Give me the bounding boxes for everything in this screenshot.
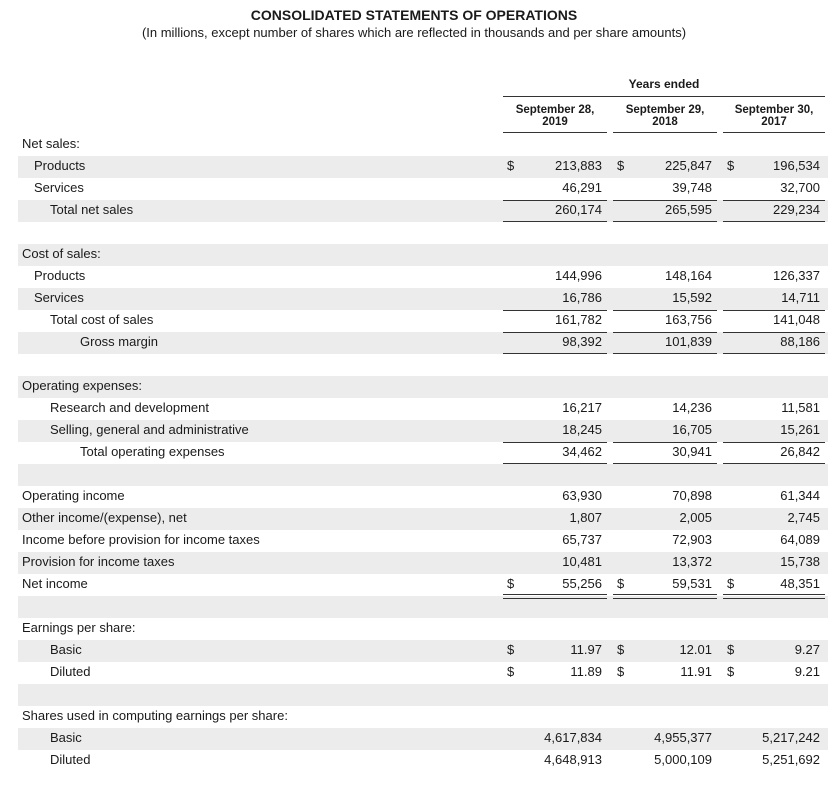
cell-value: 9.27 [794,642,820,657]
cell-value: 11,581 [781,400,820,415]
row-label: Other income/(expense), net [22,510,187,525]
row-label: Services [34,290,84,305]
table-row [0,178,828,198]
subtotal-rule [723,332,825,333]
subtotal-rule [613,442,717,443]
row-label: Shares used in computing earnings per share: [22,708,288,723]
cell-value: 161,782 [555,312,602,327]
total-rule [503,463,607,464]
table-row [0,288,828,308]
table-row [0,156,828,176]
cell-value: 9.21 [794,664,820,679]
table-row [0,266,828,286]
table-row [0,728,828,748]
cell-value: 148,164 [665,268,712,283]
cell-value: 4,648,913 [544,752,602,767]
row-label: Selling, general and administrative [50,422,249,437]
cell-value: 2,005 [679,510,712,525]
subtotal-rule [723,442,825,443]
row-label: Total operating expenses [80,444,225,459]
row-label: Income before provision for income taxes [22,532,260,547]
cell-value: 260,174 [555,202,602,217]
row-label: Basic [50,642,82,657]
cell-value: 48,351 [780,576,820,591]
row-label: Gross margin [80,334,159,349]
row-label: Provision for income taxes [22,554,175,569]
row-label: Services [34,180,84,195]
table-row [0,464,828,484]
table-row [0,552,828,572]
currency-symbol: $ [507,664,515,679]
subtotal-rule [723,200,825,201]
table-row [0,200,828,220]
cell-value: 229,234 [773,202,820,217]
double-rule [503,594,607,599]
cell-value: 18,245 [562,422,602,437]
cell-value: 225,847 [665,158,712,173]
table-row [0,618,828,638]
cell-value: 4,955,377 [654,730,712,745]
table-row [0,508,828,528]
cell-value: 30,941 [672,444,712,459]
cell-value: 32,700 [780,180,820,195]
currency-symbol: $ [727,158,735,173]
currency-symbol: $ [727,576,735,591]
cell-value: 144,996 [555,268,602,283]
row-label: Basic [50,730,82,745]
currency-symbol: $ [617,642,625,657]
row-label: Diluted [50,664,91,679]
cell-value: 14,711 [781,290,820,305]
cell-value: 5,217,242 [762,730,820,745]
cell-value: 11.97 [570,642,602,657]
cell-value: 16,786 [562,290,602,305]
table-row [0,596,828,616]
row-label: Total net sales [50,202,134,217]
cell-value: 26,842 [780,444,820,459]
total-rule [503,353,607,354]
cell-value: 98,392 [562,334,602,349]
table-row [0,662,828,682]
cell-value: 65,737 [562,532,602,547]
table-row [0,530,828,550]
cell-value: 59,531 [672,576,712,591]
cell-value: 72,903 [672,532,712,547]
cell-value: 2,745 [787,510,820,525]
currency-symbol: $ [617,664,625,679]
cell-value: 11.91 [680,664,712,679]
cell-value: 55,256 [562,576,602,591]
table-row [0,420,828,440]
cell-value: 46,291 [562,180,602,195]
cell-value: 15,261 [780,422,820,437]
currency-symbol: $ [617,158,625,173]
total-rule [723,463,825,464]
cell-value: 14,236 [672,400,712,415]
cell-value: 13,372 [672,554,712,569]
subtotal-rule [613,332,717,333]
table-row [0,574,828,594]
cell-value: 16,705 [672,422,712,437]
cell-value: 141,048 [773,312,820,327]
cell-value: 70,898 [672,488,712,503]
table-row [0,684,828,704]
cell-value: 196,534 [773,158,820,173]
subtotal-rule [503,332,607,333]
subtotal-rule [723,310,825,311]
column-header-2017: September 30, 2017 [723,104,825,133]
table-row [0,398,828,418]
cell-value: 10,481 [562,554,602,569]
row-label: Earnings per share: [22,620,136,635]
total-rule [613,353,717,354]
cell-value: 63,930 [562,488,602,503]
subtotal-rule [503,310,607,311]
row-label: Diluted [50,752,91,767]
cell-value: 163,756 [665,312,712,327]
table-row [0,640,828,660]
total-rule [723,221,825,222]
column-header-2018: September 29, 2018 [613,104,717,133]
row-label: Operating income [22,488,125,503]
total-rule [503,221,607,222]
row-label: Total cost of sales [50,312,154,327]
table-row [0,222,828,242]
row-label: Net income [22,576,88,591]
subtotal-rule [613,310,717,311]
row-label: Net sales: [22,136,80,151]
currency-symbol: $ [727,642,735,657]
years-ended-header: Years ended [503,77,825,97]
statement-title: CONSOLIDATED STATEMENTS OF OPERATIONS [250,7,578,23]
currency-symbol: $ [617,576,625,591]
total-rule [613,221,717,222]
cell-value: 34,462 [562,444,602,459]
subtotal-rule [503,200,607,201]
row-label: Cost of sales: [22,246,101,261]
table-row [0,750,828,770]
currency-symbol: $ [727,664,735,679]
cell-value: 213,883 [555,158,602,173]
cell-value: 1,807 [569,510,602,525]
subtotal-rule [613,200,717,201]
row-label: Research and development [50,400,209,415]
column-header-2019: September 28, 2019 [503,104,607,133]
currency-symbol: $ [507,576,515,591]
cell-value: 265,595 [665,202,712,217]
row-label: Operating expenses: [22,378,142,393]
table-row [0,706,828,726]
table-row [0,376,828,396]
table-row [0,354,828,374]
cell-value: 16,217 [562,400,602,415]
table-row [0,332,828,352]
cell-value: 101,839 [665,334,712,349]
currency-symbol: $ [507,642,515,657]
subtotal-rule [503,442,607,443]
cell-value: 4,617,834 [544,730,602,745]
row-label: Products [34,268,86,283]
cell-value: 88,186 [780,334,820,349]
double-rule [723,594,825,599]
double-rule [613,594,717,599]
total-rule [613,463,717,464]
currency-symbol: $ [507,158,515,173]
cell-value: 11.89 [570,664,602,679]
cell-value: 61,344 [780,488,820,503]
cell-value: 12.01 [679,642,712,657]
row-label: Products [34,158,86,173]
cell-value: 5,000,109 [654,752,712,767]
cell-value: 15,738 [780,554,820,569]
cell-value: 126,337 [773,268,820,283]
table-row [0,244,828,264]
table-row [0,310,828,330]
cell-value: 5,251,692 [762,752,820,767]
cell-value: 15,592 [672,290,712,305]
cell-value: 39,748 [672,180,712,195]
table-row [0,442,828,462]
statement-subtitle: (In millions, except number of shares which are reflected in thousands and per share amounts) [141,25,687,40]
total-rule [723,353,825,354]
cell-value: 64,089 [780,532,820,547]
table-row [0,134,828,154]
table-row [0,486,828,506]
